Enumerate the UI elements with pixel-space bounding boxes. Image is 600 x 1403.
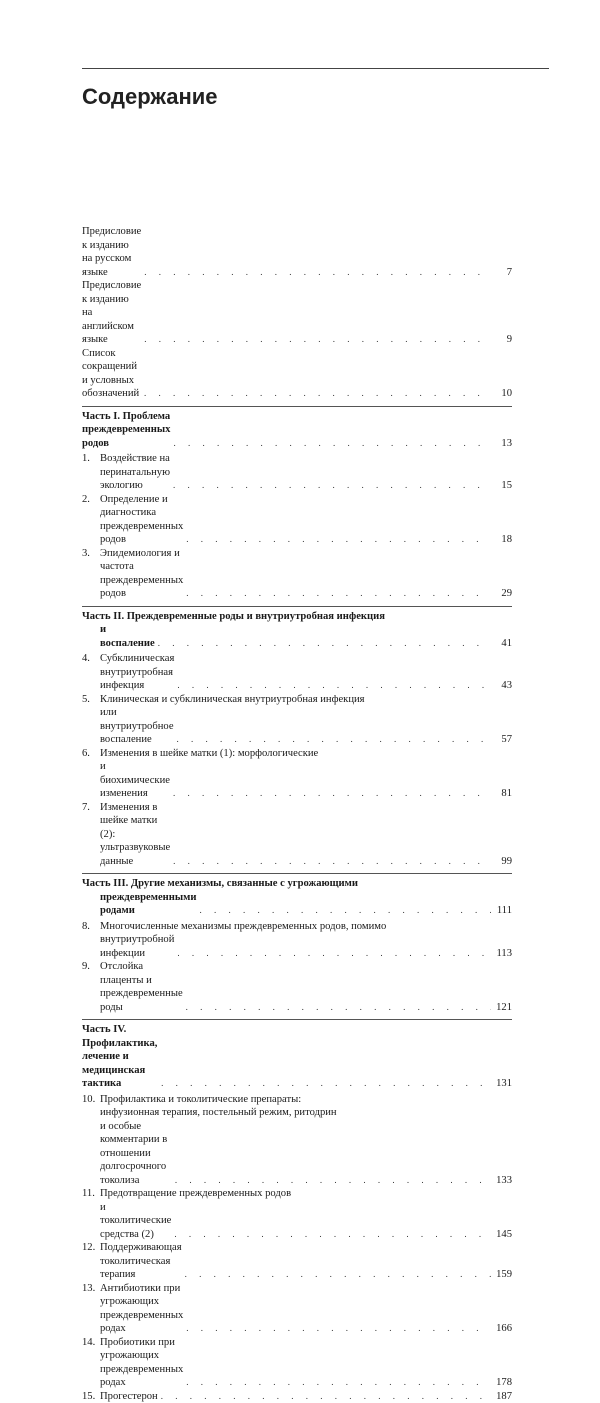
entry-title-line: 11. Предотвращение преждевременных родов — [100, 1187, 291, 1201]
toc-part-title[interactable] — [82, 891, 512, 918]
leader-dots — [173, 479, 491, 493]
entry-title: 14. Пробиотики при угрожающих преждевременных родах — [100, 1336, 183, 1390]
chapter-number: 8. — [82, 920, 100, 934]
part-title-line — [82, 610, 512, 624]
chapter-title-line — [100, 693, 512, 707]
chapter-title-last-line[interactable] — [100, 1241, 512, 1282]
entry-title: 9. Отслойка плаценты и преждевременные роды — [100, 960, 183, 1014]
page-number: 178 — [494, 1376, 512, 1390]
leader-dots — [173, 855, 491, 869]
entry-title: и биохимические изменения — [100, 760, 170, 801]
entry-title-line: 8. Многочисленные механизмы преждевременных родов, помимо — [100, 920, 386, 934]
toc-chapter[interactable] — [82, 1093, 512, 1188]
page-number: 43 — [494, 679, 512, 693]
page-number: 81 — [494, 787, 512, 801]
leader-dots — [144, 266, 491, 280]
top-rule — [82, 68, 549, 69]
toc-part — [82, 873, 512, 1014]
chapter-title-line — [100, 1106, 512, 1120]
chapter-title-last-line[interactable] — [100, 1282, 512, 1336]
leader-dots — [175, 1174, 491, 1188]
chapter-title-last-line[interactable] — [100, 547, 512, 601]
chapter-title-last-line[interactable] — [100, 1390, 512, 1403]
chapter-title-last-line[interactable] — [100, 1120, 512, 1188]
chapter-title-last-line[interactable] — [100, 1336, 512, 1390]
chapter-number: 2. — [82, 493, 100, 507]
page-number: 10 — [494, 387, 512, 401]
leader-dots — [186, 1001, 491, 1015]
toc-front-item[interactable] — [82, 347, 512, 401]
chapter-title-last-line[interactable] — [100, 493, 512, 547]
chapter-number: 10. — [82, 1093, 100, 1107]
toc-chapter[interactable] — [82, 1241, 512, 1282]
page-number: 111 — [494, 904, 512, 918]
chapter-title-last-line[interactable] — [100, 706, 512, 747]
entry-title: и токолитические средства (2) — [100, 1201, 171, 1242]
leader-dots — [161, 1077, 491, 1091]
toc-part — [82, 1019, 512, 1403]
entry-title: и воспаление — [100, 623, 155, 650]
entry-title: 12. Поддерживающая токолитическая терапия — [100, 1241, 182, 1282]
leader-dots — [158, 637, 491, 651]
chapter-number: 15. — [82, 1390, 100, 1403]
chapter-title-last-line[interactable] — [100, 452, 512, 493]
chapter-number: 5. — [82, 693, 100, 707]
chapter-title-line — [100, 1093, 512, 1107]
entry-title: 13. Антибиотики при угрожающих преждевременных родах — [100, 1282, 183, 1336]
leader-dots — [161, 1390, 491, 1403]
part-title-line — [82, 877, 512, 891]
toc-part — [82, 606, 512, 869]
page-number: 18 — [494, 533, 512, 547]
leader-dots — [177, 947, 491, 961]
table-of-contents — [82, 225, 512, 1403]
leader-dots — [186, 587, 491, 601]
chapter-title-last-line[interactable] — [100, 933, 512, 960]
toc-chapter[interactable] — [82, 452, 512, 493]
leader-dots — [144, 333, 491, 347]
entry-title: или внутриутробное воспаление — [100, 706, 174, 747]
page-number: 159 — [494, 1268, 512, 1282]
toc-chapter[interactable] — [82, 547, 512, 601]
chapter-title-last-line[interactable] — [100, 1201, 512, 1242]
entry-title-line: Часть II. Преждевременные роды и внутриутробная инфекция — [82, 610, 385, 624]
entry-title-line: инфузионная терапия, постельный режим, ритодрин — [100, 1106, 337, 1120]
entry-title: 3. Эпидемиология и частота преждевременных родов — [100, 547, 183, 601]
page-number: 13 — [494, 437, 512, 451]
entry-title: 4. Субклиническая внутриутробная инфекция — [100, 652, 174, 693]
page-number: 166 — [494, 1322, 512, 1336]
leader-dots — [186, 1322, 491, 1336]
chapter-number: 12. — [82, 1241, 100, 1255]
leader-dots — [186, 1376, 491, 1390]
leader-dots — [185, 1268, 491, 1282]
page-number: 29 — [494, 587, 512, 601]
page-number: 187 — [494, 1390, 512, 1403]
entry-title-line: Часть III. Другие механизмы, связанные с угрожающими — [82, 877, 358, 891]
chapter-number: 11. — [82, 1187, 100, 1201]
page-number: 15 — [494, 479, 512, 493]
leader-dots — [177, 733, 491, 747]
entry-title-line: 5. Клиническая и субклиническая внутриутробная инфекция — [100, 693, 365, 707]
leader-dots — [199, 904, 491, 918]
chapter-number: 6. — [82, 747, 100, 761]
entry-title: 2. Определение и диагностика преждевременных родов — [100, 493, 183, 547]
toc-chapter[interactable] — [82, 652, 512, 693]
chapter-title-last-line[interactable] — [100, 801, 512, 869]
leader-dots — [173, 787, 491, 801]
page-number: 9 — [494, 333, 512, 347]
toc-chapter[interactable] — [82, 801, 512, 869]
chapter-number: 14. — [82, 1336, 100, 1350]
chapter-title-last-line[interactable] — [100, 760, 512, 801]
toc-chapter[interactable] — [82, 693, 512, 747]
chapter-number: 3. — [82, 547, 100, 561]
entry-title: преждевременными родами — [100, 891, 196, 918]
page-number: 133 — [494, 1174, 512, 1188]
chapter-title-last-line[interactable] — [100, 652, 512, 693]
entry-title: 15. Прогестерон — [100, 1390, 158, 1403]
page-number: 7 — [494, 266, 512, 280]
entry-title: 7. Изменения в шейке матки (2): ультразвуковые данные — [100, 801, 170, 869]
entry-title: Предисловие к изданию на русском языке — [82, 225, 141, 279]
entry-title: внутриутробной инфекции — [100, 933, 174, 960]
leader-dots — [186, 533, 491, 547]
entry-title-line: 6. Изменения в шейке матки (1): морфологические — [100, 747, 318, 761]
toc-front-item[interactable] — [82, 279, 512, 347]
toc-chapter[interactable] — [82, 1336, 512, 1390]
chapter-title-line — [100, 920, 512, 934]
toc-part-title[interactable] — [82, 1023, 512, 1091]
entry-title: Список сокращений и условных обозначений — [82, 347, 141, 401]
entry-title: 1. Воздействие на перинатальную экологию — [100, 452, 170, 493]
leader-dots — [174, 1228, 491, 1242]
toc-chapter[interactable] — [82, 1187, 512, 1241]
page-number: 99 — [494, 855, 512, 869]
chapter-number: 7. — [82, 801, 100, 815]
page-number: 131 — [494, 1077, 512, 1091]
chapter-title-line — [100, 1187, 512, 1201]
chapter-number: 1. — [82, 452, 100, 466]
leader-dots — [144, 387, 491, 401]
entry-title: Часть I. Проблема преждевременных родов — [82, 410, 170, 451]
chapter-number: 13. — [82, 1282, 100, 1296]
chapter-number: 9. — [82, 960, 100, 974]
toc-front-item[interactable] — [82, 225, 512, 279]
page-number: 41 — [494, 637, 512, 651]
leader-dots — [173, 437, 491, 451]
page-number: 113 — [494, 947, 512, 961]
page-number: 145 — [494, 1228, 512, 1242]
chapter-title-last-line[interactable] — [100, 960, 512, 1014]
toc-chapter[interactable] — [82, 1390, 512, 1403]
toc-chapter[interactable] — [82, 920, 512, 961]
toc-chapter[interactable] — [82, 747, 512, 801]
toc-chapter[interactable] — [82, 1282, 512, 1336]
toc-chapter[interactable] — [82, 960, 512, 1014]
page-title: Содержание — [82, 84, 218, 110]
toc-part — [82, 406, 512, 601]
page-number: 121 — [494, 1001, 512, 1015]
chapter-number: 4. — [82, 652, 100, 666]
entry-title-line: 10. Профилактика и токолитические препараты: — [100, 1093, 301, 1107]
entry-title: и особые комментарии в отношении долгосрочного токолиза — [100, 1120, 172, 1188]
page-number: 57 — [494, 733, 512, 747]
toc-part-title[interactable] — [82, 623, 512, 650]
entry-title: Часть IV. Профилактика, лечение и медицинская тактика — [82, 1023, 158, 1091]
toc-chapter[interactable] — [82, 493, 512, 547]
chapter-title-line — [100, 747, 512, 761]
toc-part-title[interactable] — [82, 410, 512, 451]
leader-dots — [177, 679, 491, 693]
entry-title: Предисловие к изданию на английском языке — [82, 279, 141, 347]
